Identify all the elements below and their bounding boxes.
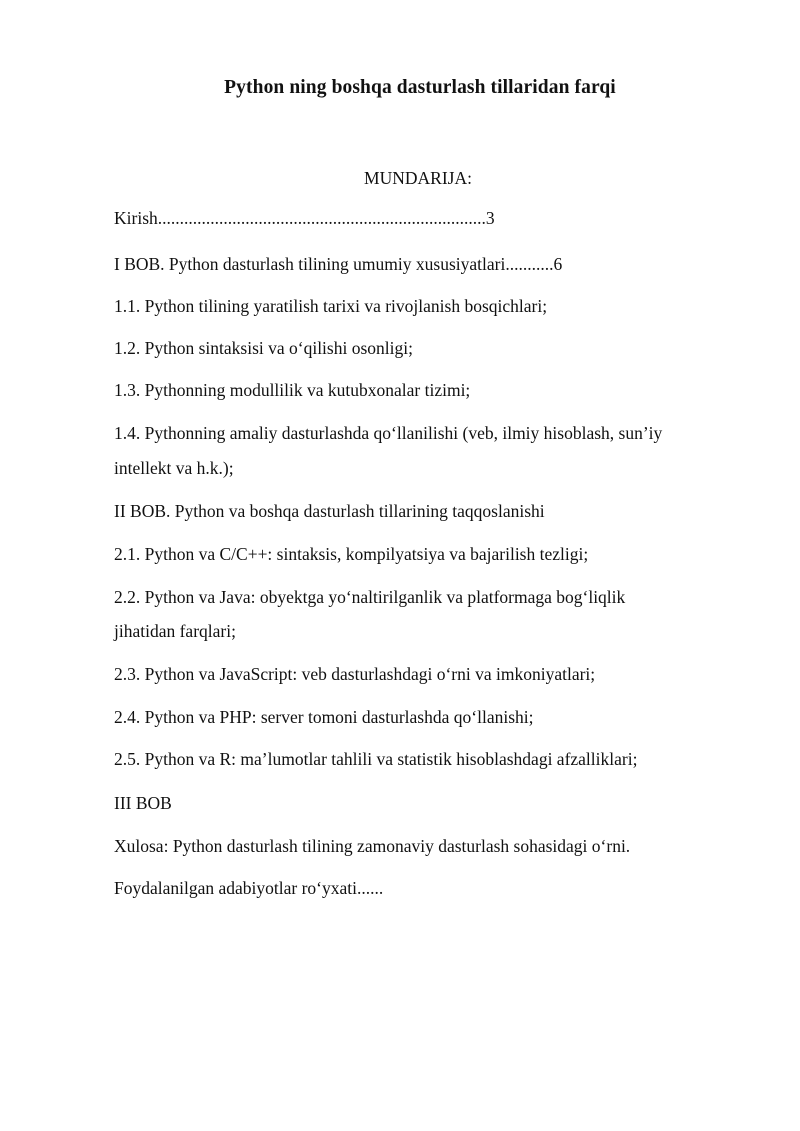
toc-entry-2-3: 2.3. Python va JavaScript: veb dasturlashdagi o‘rni va imkoniyatlari; <box>114 664 596 684</box>
toc-entry-chapter-2: II BOB. Python va boshqa dasturlash tillarining taqqoslanishi <box>114 501 545 521</box>
toc-entry-1-3: 1.3. Pythonning modullilik va kutubxonalar tizimi; <box>114 380 471 400</box>
toc-entry-2-4: 2.4. Python va PHP: server tomoni dasturlashda qo‘llanishi; <box>114 707 534 727</box>
document-title: Python ning boshqa dasturlash tillaridan farqi <box>224 77 616 98</box>
toc-entry-2-2-continued: jihatidan farqlari; <box>114 621 236 641</box>
toc-entry-2-2: 2.2. Python va Java: obyektga yo‘naltirilganlik va platformaga bog‘liqlik <box>114 587 626 607</box>
toc-entry-1-1: 1.1. Python tilining yaratilish tarixi va rivojlanish bosqichlari; <box>114 296 548 316</box>
toc-entry-kirish: Kirish...........................................................................3 <box>114 208 495 228</box>
toc-entry-references: Foydalanilgan adabiyotlar ro‘yxati...... <box>114 878 384 898</box>
toc-entry-chapter-3: III BOB <box>114 793 172 813</box>
toc-entry-1-2: 1.2. Python sintaksisi va o‘qilishi osonligi; <box>114 338 413 358</box>
toc-entry-chapter-1: I BOB. Python dasturlash tilining umumiy xususiyatlari...........6 <box>114 254 563 274</box>
toc-entry-1-4: 1.4. Pythonning amaliy dasturlashda qo‘llanilishi (veb, ilmiy hisoblash, sun’iy <box>114 423 663 443</box>
toc-entry-conclusion: Xulosa: Python dasturlash tilining zamonaviy dasturlash sohasidagi o‘rni. <box>114 836 631 856</box>
toc-heading: MUNDARIJA: <box>364 168 472 188</box>
toc-entry-2-1: 2.1. Python va C/C++: sintaksis, kompilyatsiya va bajarilish tezligi; <box>114 544 589 564</box>
toc-entry-1-4-continued: intellekt va h.k.); <box>114 458 234 478</box>
toc-entry-2-5: 2.5. Python va R: ma’lumotlar tahlili va statistik hisoblashdagi afzalliklari; <box>114 749 638 769</box>
